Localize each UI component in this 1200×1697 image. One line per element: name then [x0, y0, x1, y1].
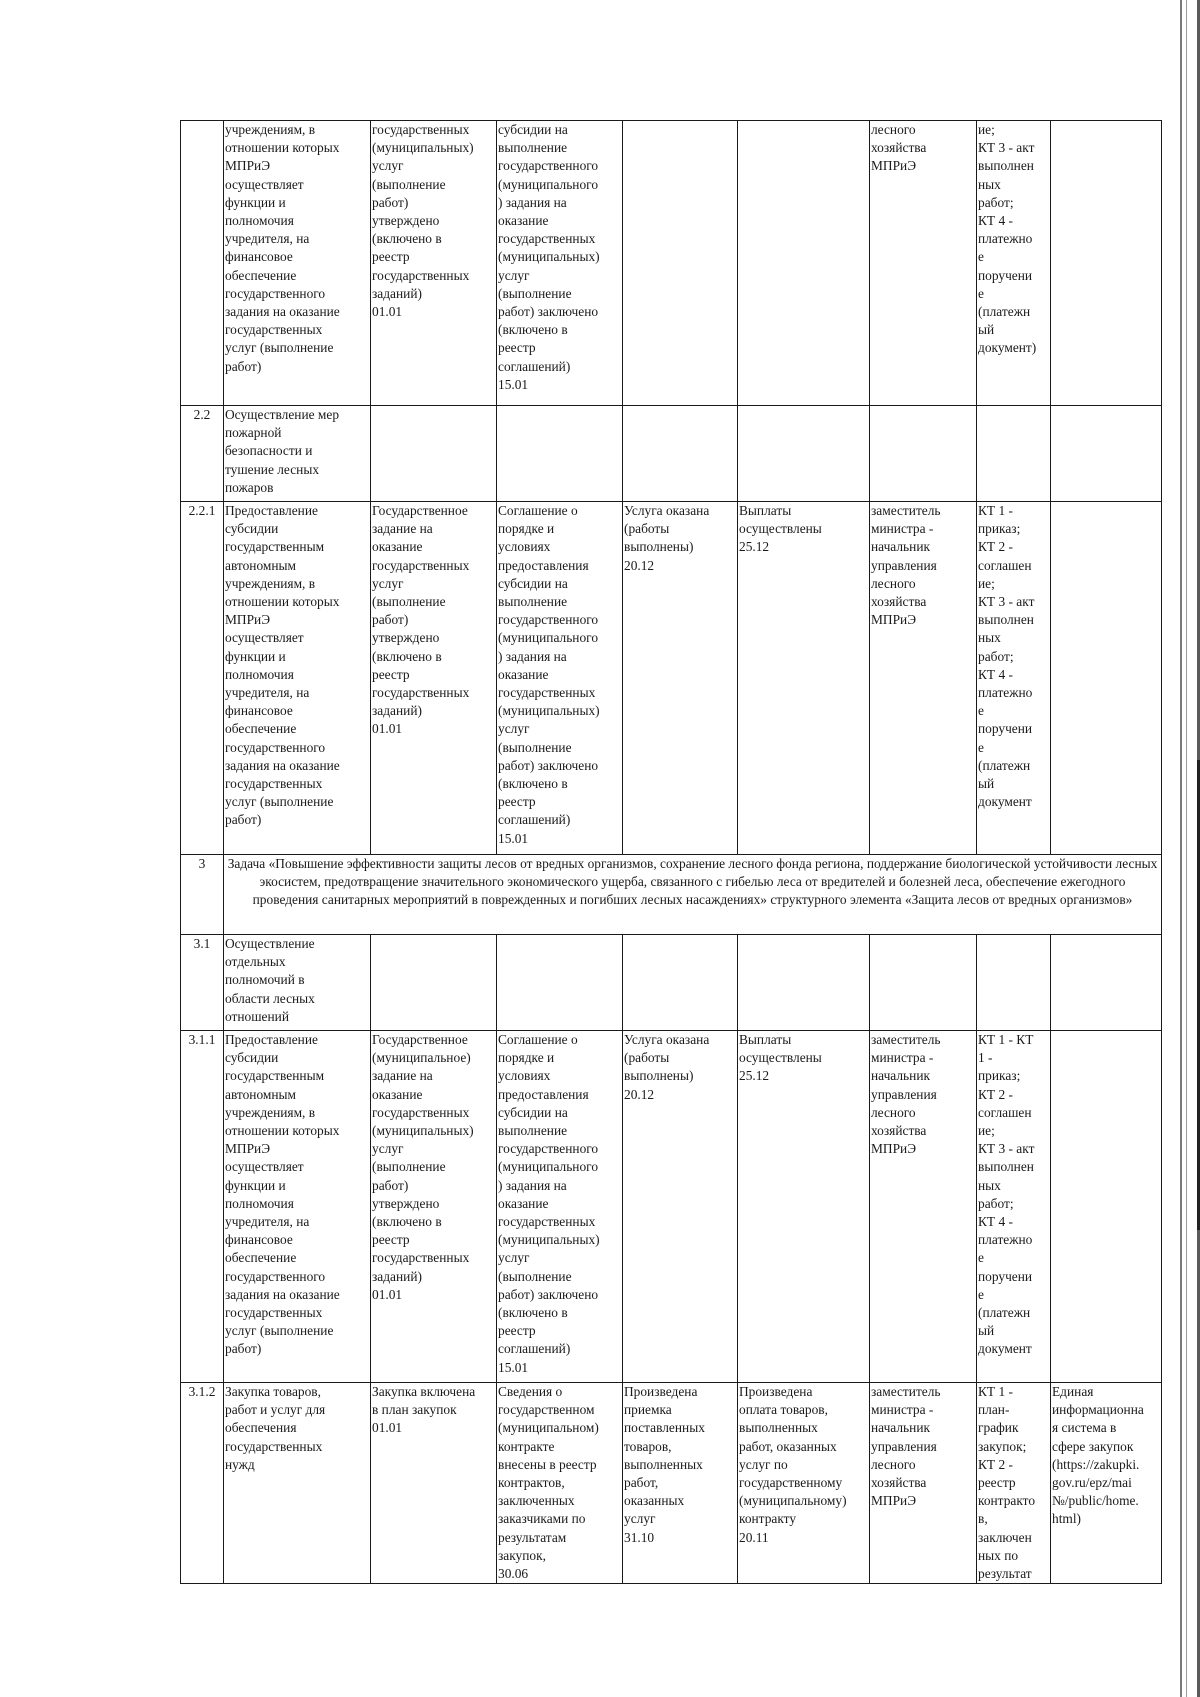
control-point-3 [623, 935, 738, 1031]
control-point-2: Соглашение о порядке и условиях предоставления субсидии на выполнение государственного (муниципального ) задания на оказание государственных (муниципальных) услуг (выполнение работ) заключено (включено в реестр соглашений) 15.01 [497, 502, 623, 855]
control-point-4: Выплаты осуществлены 25.12 [738, 1031, 870, 1383]
measure-name: Предоставление субсидии государственным автономным учреждениям, в отношении которых МПРиЭ осуществляет функции и полномочия учредителя, на финансовое обеспечение государственного задания на оказание государственных услуг (выполнение работ) [224, 1031, 371, 1383]
task-description: Задача «Повышение эффективности защиты лесов от вредных организмов, сохранение лесного фонда региона, поддержание биологической устойчивости лесных экосистем, предотвращение значительного экономического ущерба, связанного с гибелью леса от вредителей и болезней леса, обеспечение ежегодного проведения санитарных мероприятий в поврежденных и погибших лесных насаждениях» структурного элемента «Защита лесов от вредных организмов» [224, 855, 1162, 935]
responsible-person [870, 406, 977, 502]
table-row [181, 1383, 1162, 1584]
measure-name: Осуществление отдельных полномочий в области лесных отношений [224, 935, 371, 1031]
measure-name: Осуществление мер пожарной безопасности и тушение лесных пожаров [224, 406, 371, 502]
control-point-3: Услуга оказана (работы выполнены) 20.12 [623, 1031, 738, 1383]
table-row [181, 502, 1162, 855]
control-point-4: Произведена оплата товаров, выполненных работ, оказанных услуг по государственному (муниципальному) контракту 20.11 [738, 1383, 870, 1584]
documents: КТ 1 - план- график закупок; КТ 2 - реестр контракто в, заключен ных по результат [977, 1383, 1051, 1584]
measure-name: Закупка товаров, работ и услуг для обеспечения государственных нужд [224, 1383, 371, 1584]
information-system [1051, 406, 1162, 502]
control-point-2 [497, 935, 623, 1031]
control-point-3: Произведена приемка поставленных товаров, выполненных работ, оказанных услуг 31.10 [623, 1383, 738, 1584]
documents: КТ 1 - КТ 1 - приказ; КТ 2 - соглашен ие; КТ 3 - акт выполнен ных работ; КТ 4 - платежно е поручени е (платежн ый документ [977, 1031, 1051, 1383]
control-point-1: государственных (муниципальных) услуг (выполнение работ) утверждено (включено в реестр государственных заданий) 01.01 [371, 121, 497, 406]
table-row [181, 121, 1162, 406]
documents: КТ 1 - приказ; КТ 2 - соглашен ие; КТ 3 - акт выполнен ных работ; КТ 4 - платежно е поручени е (платежн ый документ [977, 502, 1051, 855]
row-number: 3.1 [181, 935, 224, 1031]
information-system: Единая информационна я система в сфере закупок (https://zakupki. gov.ru/epz/mai №/public/home. html) [1051, 1383, 1162, 1584]
control-point-4 [738, 121, 870, 406]
scan-edge-line [1186, 0, 1187, 1697]
plan-table [180, 120, 1162, 1584]
responsible-person: лесного хозяйства МПРиЭ [870, 121, 977, 406]
control-point-2 [497, 406, 623, 502]
control-point-4: Выплаты осуществлены 25.12 [738, 502, 870, 855]
control-point-2: Сведения о государственном (муниципальном) контракте внесены в реестр контрактов, заключенных заказчиками по результатам закупок, 30.06 [497, 1383, 623, 1584]
documents: ие; КТ 3 - акт выполнен ных работ; КТ 4 - платежно е поручени е (платежн ый документ) [977, 121, 1051, 406]
control-point-2: Соглашение о порядке и условиях предоставления субсидии на выполнение государственного (муниципального ) задания на оказание государственных (муниципальных) услуг (выполнение работ) заключено (включено в реестр соглашений) 15.01 [497, 1031, 623, 1383]
row-number [181, 121, 224, 406]
row-number: 3.1.2 [181, 1383, 224, 1584]
control-point-3: Услуга оказана (работы выполнены) 20.12 [623, 502, 738, 855]
table-row [181, 1031, 1162, 1383]
control-point-3 [623, 406, 738, 502]
control-point-1: Государственное (муниципальное) задание на оказание государственных (муниципальных) услуг (выполнение работ) утверждено (включено в реестр государственных заданий) 01.01 [371, 1031, 497, 1383]
documents [977, 935, 1051, 1031]
responsible-person: заместитель министра - начальник управления лесного хозяйства МПРиЭ [870, 502, 977, 855]
control-point-1: Государственное задание на оказание государственных услуг (выполнение работ) утверждено (включено в реестр государственных заданий) 01.01 [371, 502, 497, 855]
information-system [1051, 502, 1162, 855]
control-point-3 [623, 121, 738, 406]
responsible-person: заместитель министра - начальник управления лесного хозяйства МПРиЭ [870, 1383, 977, 1584]
control-point-4 [738, 935, 870, 1031]
measure-name: Предоставление субсидии государственным автономным учреждениям, в отношении которых МПРиЭ осуществляет функции и полномочия учредителя, на финансовое обеспечение государственного задания на оказание государственных услуг (выполнение работ) [224, 502, 371, 855]
scan-edge-line [1180, 0, 1182, 1697]
table-row [181, 935, 1162, 1031]
row-number: 2.2 [181, 406, 224, 502]
table-row [181, 406, 1162, 502]
responsible-person: заместитель министра - начальник управления лесного хозяйства МПРиЭ [870, 1031, 977, 1383]
measure-name: учреждениям, в отношении которых МПРиЭ осуществляет функции и полномочия учредителя, на финансовое обеспечение государственного задания на оказание государственных услуг (выполнение работ) [224, 121, 371, 406]
information-system [1051, 1031, 1162, 1383]
table-row [181, 855, 1162, 935]
control-point-2: субсидии на выполнение государственного (муниципального ) задания на оказание государственных (муниципальных) услуг (выполнение работ) заключено (включено в реестр соглашений) 15.01 [497, 121, 623, 406]
row-number: 2.2.1 [181, 502, 224, 855]
control-point-1 [371, 406, 497, 502]
information-system [1051, 935, 1162, 1031]
documents [977, 406, 1051, 502]
row-number: 3.1.1 [181, 1031, 224, 1383]
responsible-person [870, 935, 977, 1031]
row-number: 3 [181, 855, 224, 935]
control-point-4 [738, 406, 870, 502]
information-system [1051, 121, 1162, 406]
control-point-1: Закупка включена в план закупок 01.01 [371, 1383, 497, 1584]
control-point-1 [371, 935, 497, 1031]
